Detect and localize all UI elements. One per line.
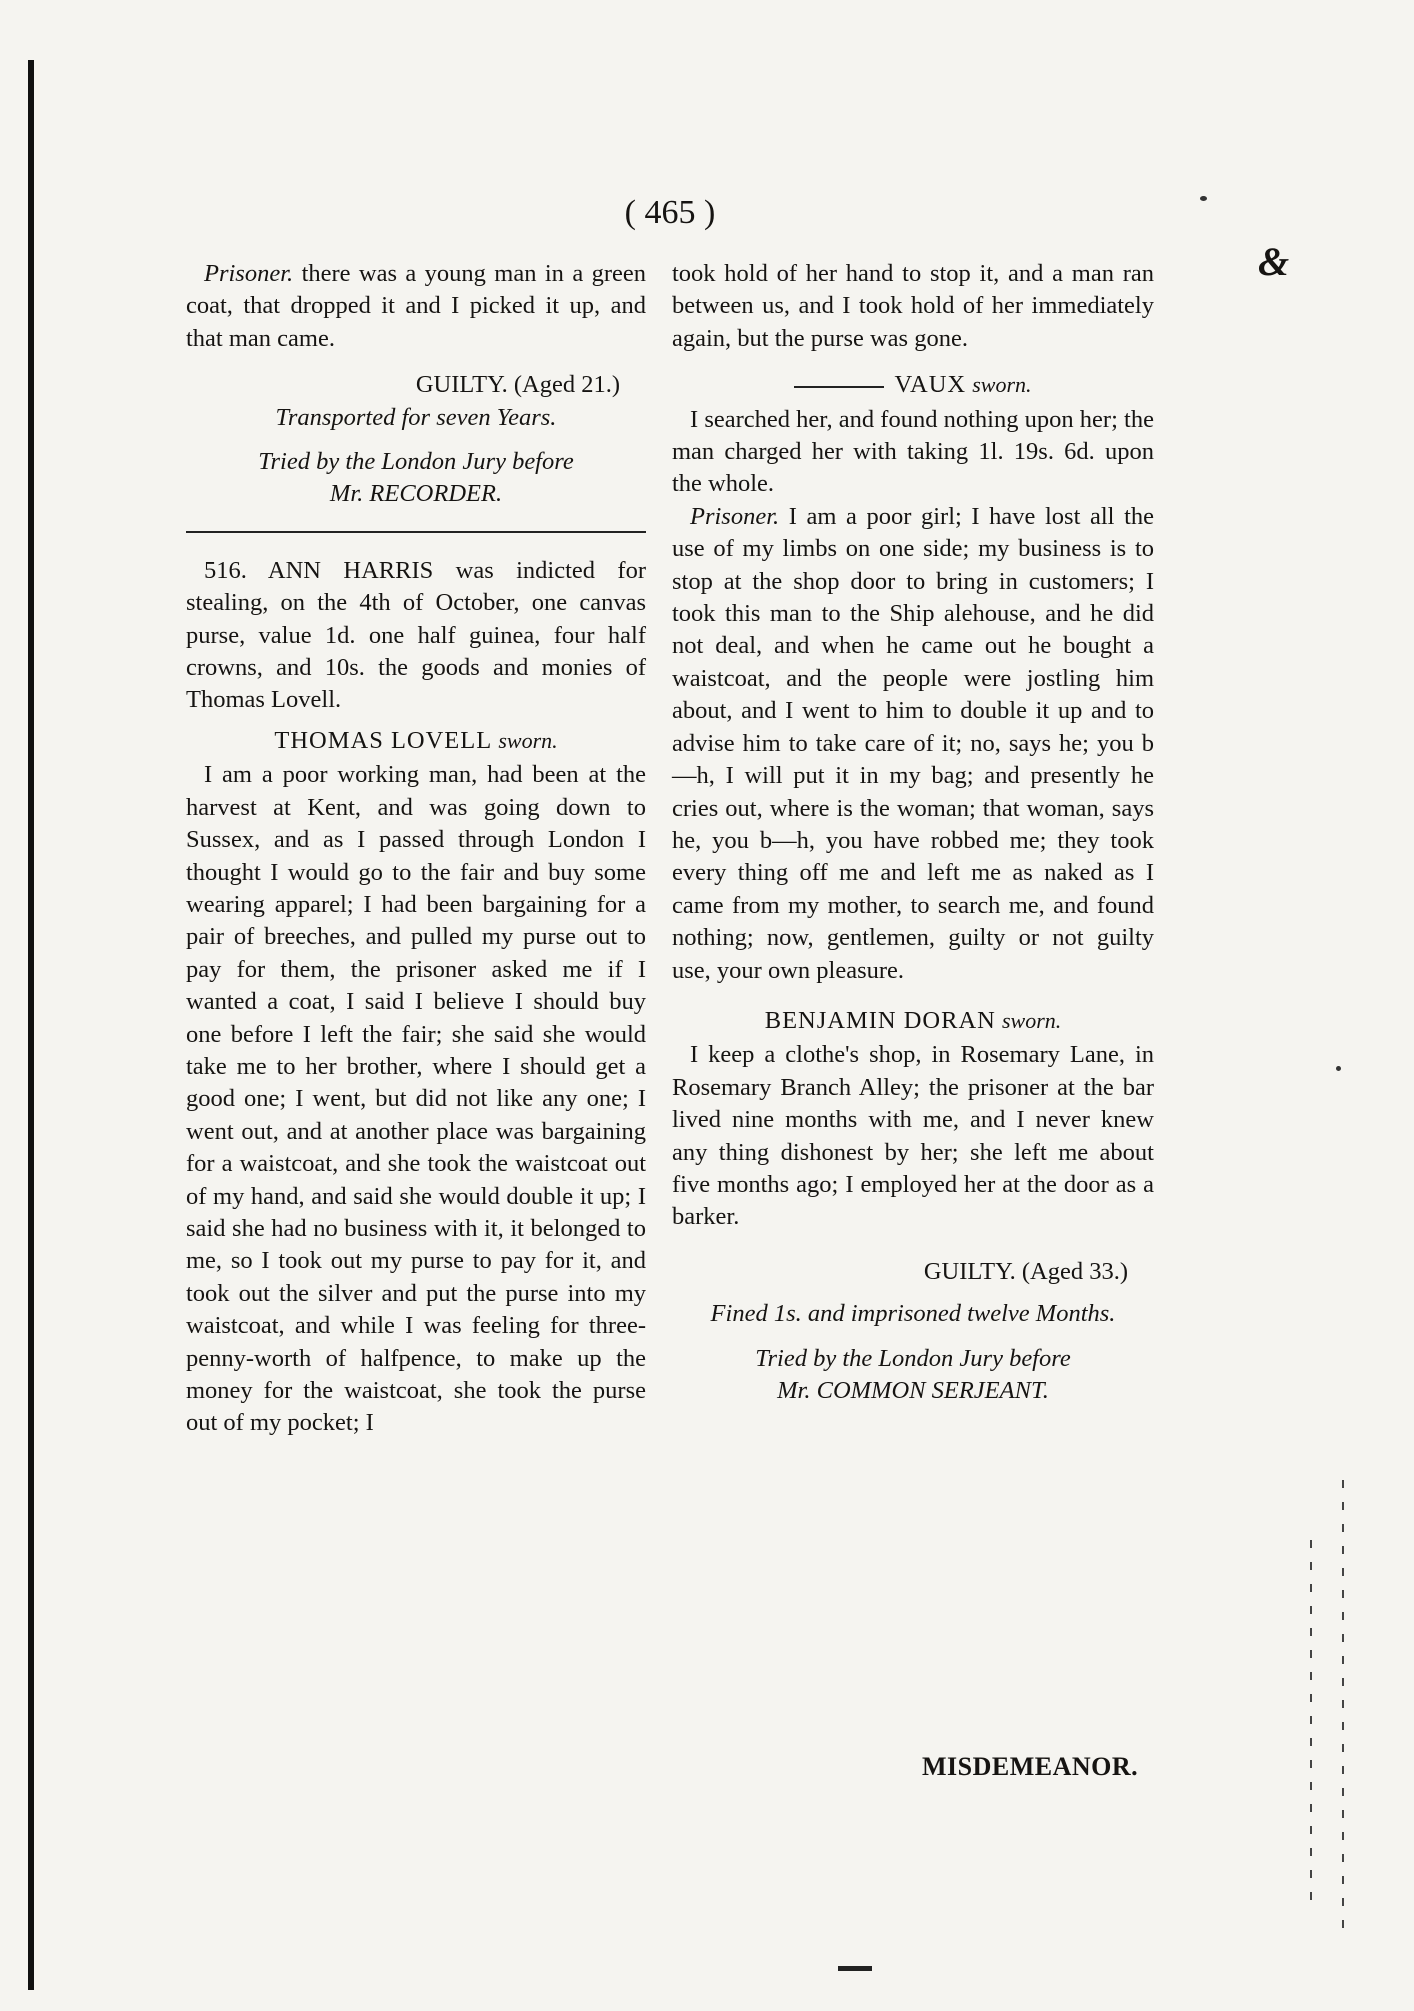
speaker-label: Prisoner. (204, 260, 294, 287)
case-indictment: 516. ANN HARRIS was indicted for stealing, on the 4th of October, one canvas purse, value 1d. one half guinea, four half crowns, and 10s. the goods and monies of Thomas Lovell. (186, 556, 646, 714)
section-divider (186, 531, 646, 533)
corner-mark: & (1258, 239, 1290, 284)
witness-heading (186, 725, 646, 757)
witness-heading (672, 1005, 1154, 1037)
witness-name: VAUX (894, 371, 967, 399)
witness-sworn: sworn. (1001, 1007, 1062, 1033)
speaker-label: Prisoner. (690, 502, 780, 530)
witness-testimony: I keep a clothe's shop, in Rosemary Lane, in Rosemary Branch Alley; the prisoner at the bar lived nine months with me, and I never knew any thing dishonest by her; she left me about five months ago; I employed her at the door as a barker. (672, 1041, 1154, 1231)
prisoner-statement (672, 501, 1154, 987)
verdict: GUILTY. (Aged 33.) (923, 1257, 1128, 1285)
right-column (672, 258, 1154, 1407)
scan-speck (1200, 196, 1207, 201)
witness-sworn: sworn. (972, 372, 1032, 398)
scan-edge-bar (28, 60, 34, 1990)
witness-heading (672, 369, 1154, 401)
testimony-continuation: took hold of her hand to stop it, and a man ran between us, and I took hold of her immediately again, but the purse was gone. (672, 260, 1154, 352)
name-dash (794, 386, 884, 388)
scan-edge-dashes (1342, 1480, 1344, 1940)
scan-speck (1336, 1066, 1341, 1071)
verdict: GUILTY. (Aged 21.) (415, 371, 620, 399)
sentence: Fined 1s. and imprisoned twelve Months. (710, 1300, 1116, 1328)
witness-testimony: I am a poor working man, had been at the harvest at Kent, and was going down to Sussex, and as I passed through London I thought I would go to the fair and buy some wearing apparel; I had been bargaining for a pair of breeches, and pulled my purse out to pay for them, the prisoner asked me if I wanted a coat, I said I believe I should buy one before I left the fair; she said she would take me to her brother, where I should get a good one; I went, but did not like any one; I went out, and at another place was bargaining for a waistcoat, and she took the waistcoat out of my hand, and said she would double it up; I said she had no business with it, it belonged to me, so I took out my purse to pay for it, and took out the silver and put the purse into my waistcoat, and while I was feeling for three-penny-worth of halfpence, to make up the money for the waistcoat, she took the purse out of my pocket; I (186, 761, 646, 1437)
sentence: Transported for seven Years. (275, 403, 557, 431)
witness-testimony: I searched her, and found nothing upon her; the man charged her with taking 1l. 19s. 6d. upon the whole. (672, 405, 1154, 498)
trial-note: Tried by the London Jury before (258, 448, 574, 476)
left-column (186, 258, 646, 1440)
trial-note: Tried by the London Jury before (755, 1344, 1071, 1372)
catchword: MISDEMEANOR. (922, 1752, 1139, 1781)
scan-edge-dashes (1310, 1540, 1312, 1900)
witness-sworn: sworn. (498, 727, 558, 753)
witness-name: BENJAMIN DORAN (764, 1006, 996, 1034)
statement-text: there was a young man in a green coat, that dropped it and I picked it up, and that man came. (186, 260, 646, 352)
witness-name: THOMAS LOVELL (274, 726, 493, 754)
scan-bottom-mark (838, 1966, 872, 1971)
prisoner-statement (186, 258, 646, 355)
statement-text: I am a poor girl; I have lost all the use of my limbs on one side; my business is to stop at the shop door to bring in customers; I took this man to the Ship alehouse, and he did not deal, and when he came out he bought a waistcoat, and the people were jostling him about, and I went to him to double it up and to advise him to take care of it; no, says he; you b—h, I will put it in my bag; and presently he cries out, where is the woman; that woman, says he, you b—h, you have robbed me; they took every thing off me and left me as naked as I came from my mother, to search me, and found nothing; now, gentlemen, guilty or not guilty use, your own pleasure. (672, 502, 1154, 984)
page-number: ( 465 ) (624, 194, 716, 231)
trial-judge: Mr. COMMON SERJEANT. (777, 1377, 1049, 1404)
trial-judge: Mr. RECORDER. (329, 480, 503, 508)
